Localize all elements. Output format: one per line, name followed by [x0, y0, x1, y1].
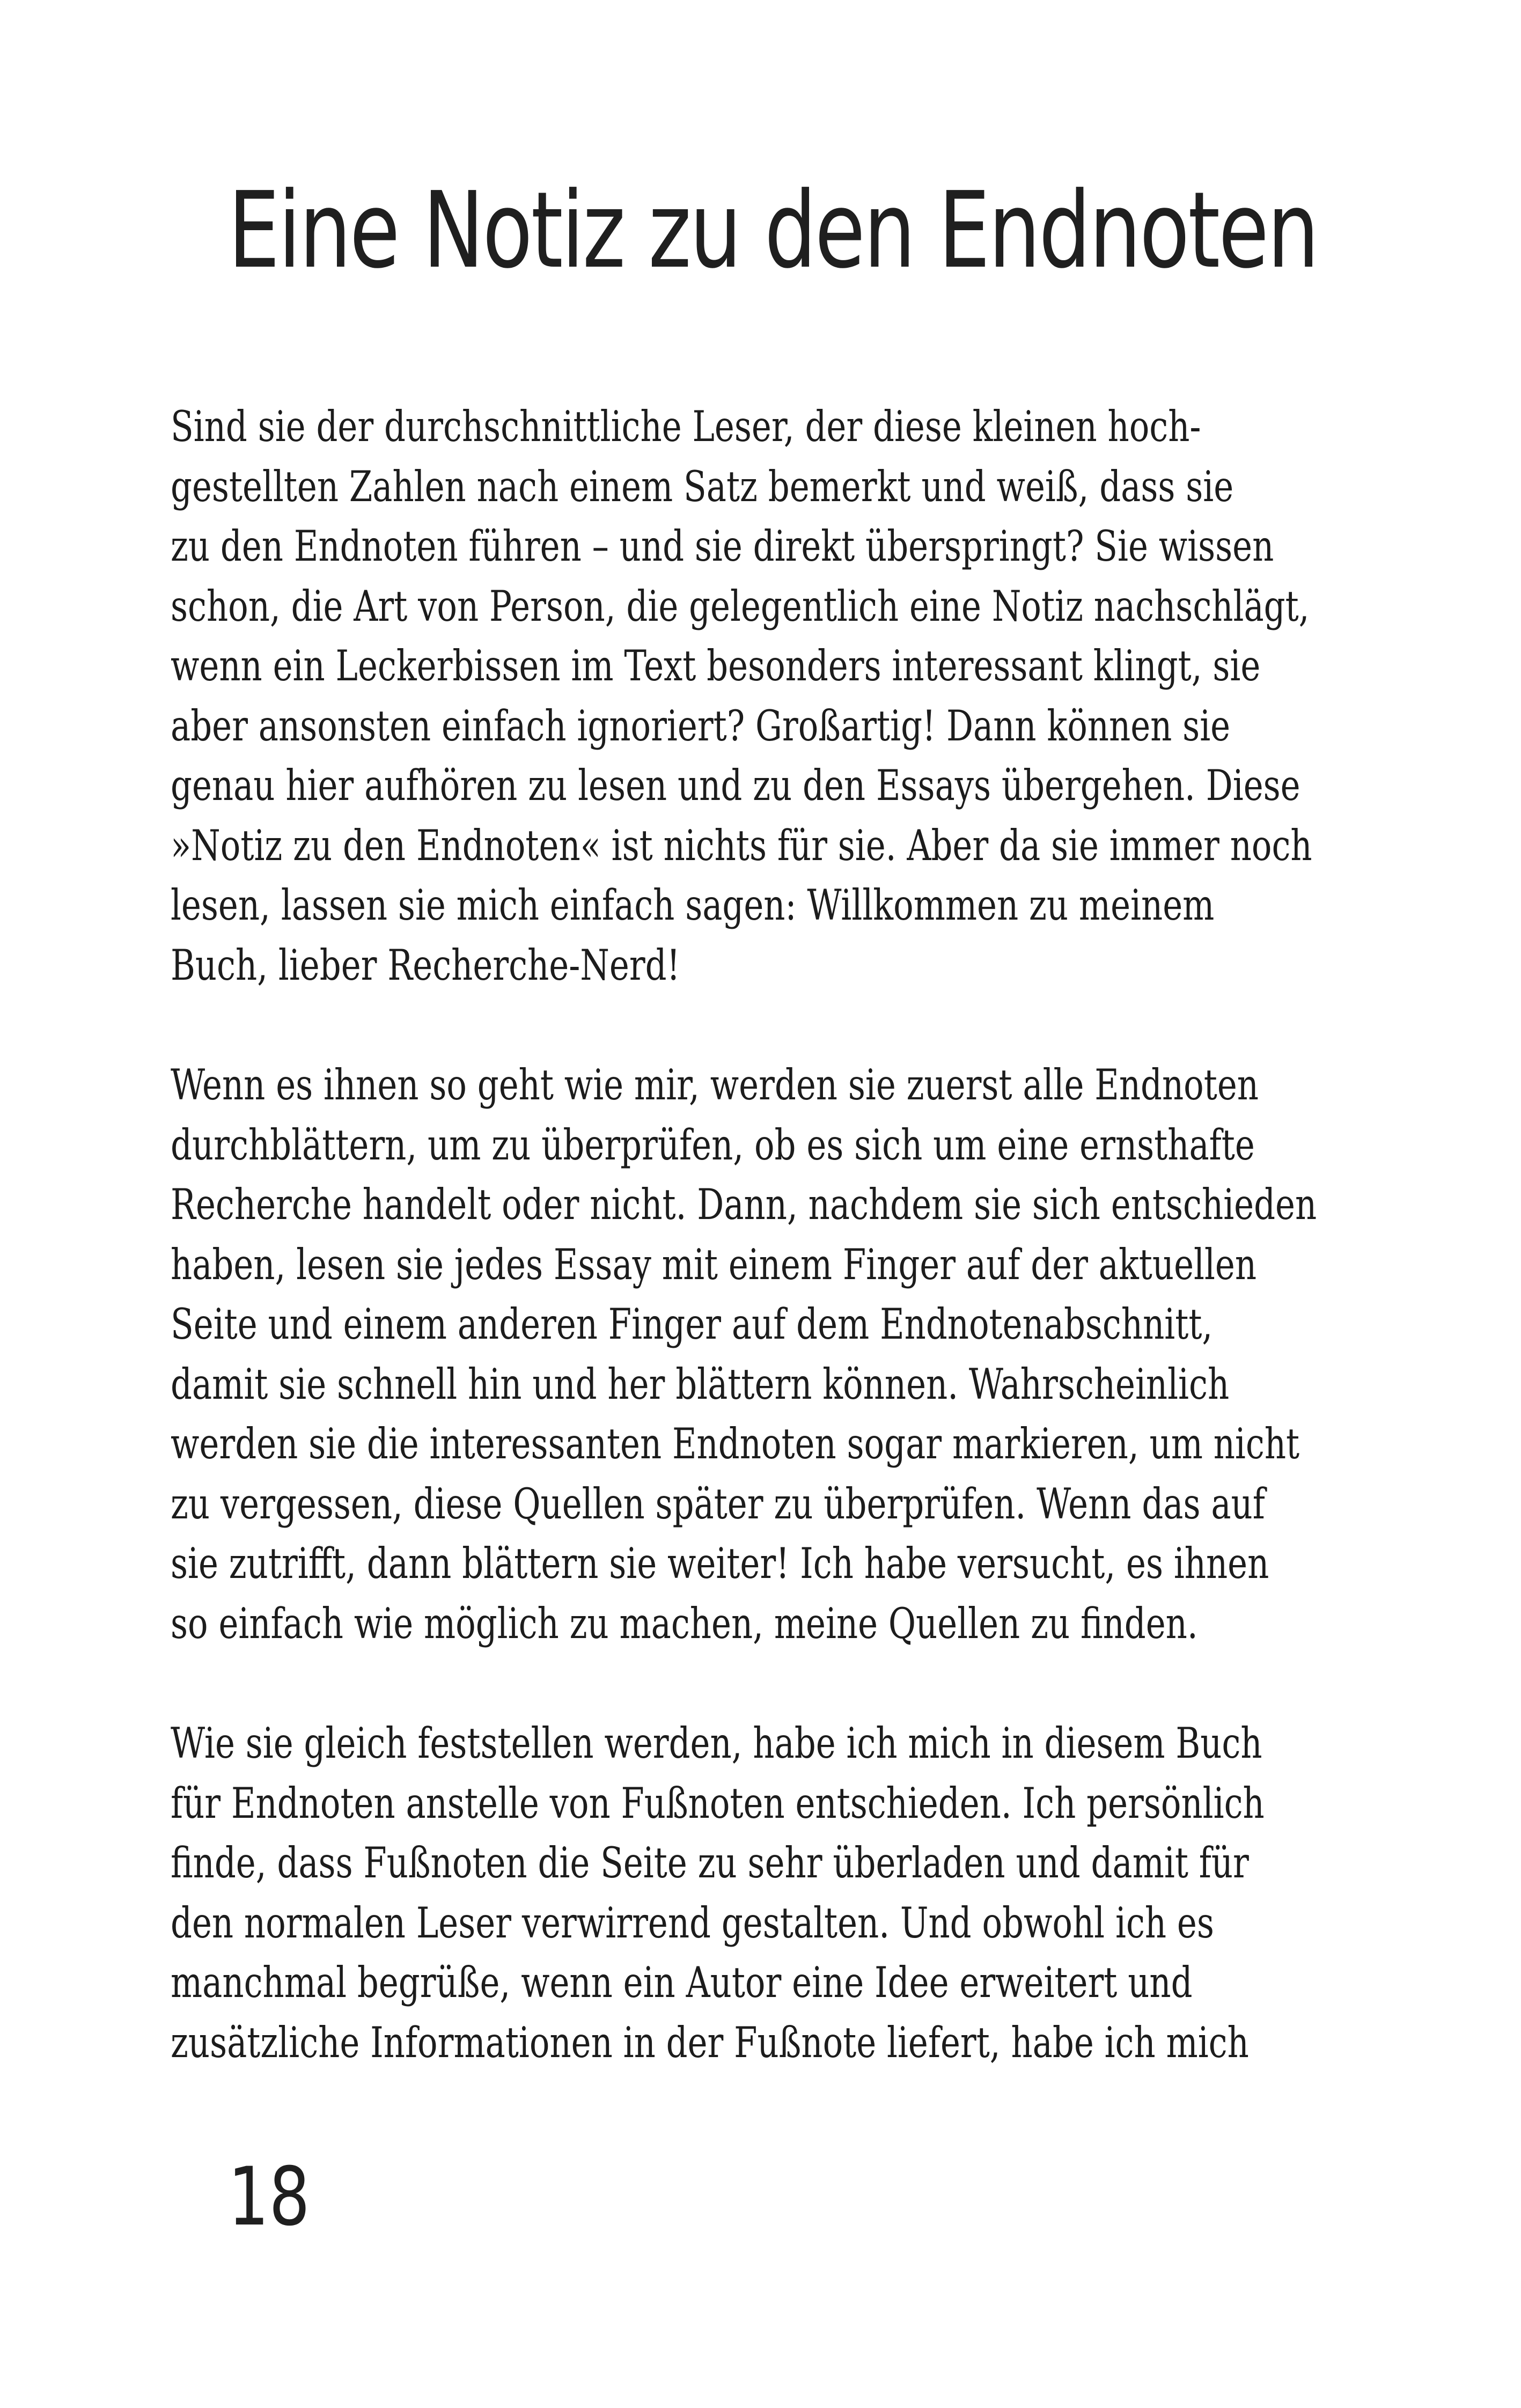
- text-line: zu vergessen, diese Quellen später zu überprüfen. Wenn das auf: [171, 1479, 1265, 1529]
- text-line: lesen, lassen sie mich einfach sagen: Willkommen zu meinem: [171, 880, 1215, 930]
- text-line: zusätzliche Informationen in der Fußnote liefert, habe ich mich: [171, 2017, 1249, 2067]
- text-line: Sind sie der durchschnittliche Leser, der diese kleinen hoch-: [171, 402, 1201, 451]
- text-line: für Endnoten anstelle von Fußnoten entschieden. Ich persönlich: [171, 1778, 1265, 1828]
- page-number: 18: [228, 2150, 310, 2244]
- text-line: »Notiz zu den Endnoten« ist nichts für sie. Aber da sie immer noch: [171, 820, 1312, 870]
- text-line: werden sie die interessanten Endnoten sogar markieren, um nicht: [171, 1419, 1300, 1469]
- text-line: sie zutrifft, dann blättern sie weiter! Ich habe versucht, es ihnen: [171, 1539, 1269, 1588]
- text-line: finde, dass Fußnoten die Seite zu sehr überladen und damit für: [171, 1838, 1249, 1888]
- text-line: Buch, lieber Recherche-Nerd!: [171, 940, 680, 990]
- text-line: damit sie schnell hin und her blättern können. Wahrscheinlich: [171, 1359, 1230, 1409]
- text-line: zu den Endnoten führen – und sie direkt überspringt? Sie wissen: [171, 522, 1274, 571]
- text-line: schon, die Art von Person, die gelegentlich eine Notiz nachschlägt,: [171, 581, 1310, 631]
- paragraph-3: [171, 1714, 1324, 2073]
- text-line: den normalen Leser verwirrend gestalten. Und obwohl ich es: [171, 1898, 1214, 1948]
- text-line: Wie sie gleich feststellen werden, habe ich mich in diesem Buch: [171, 1719, 1262, 1768]
- text-line: wenn ein Leckerbissen im Text besonders interessant klingt, sie: [171, 641, 1261, 691]
- body-text: [171, 397, 1324, 2133]
- paragraph-2: [171, 1055, 1324, 1654]
- text-line: so einfach wie möglich zu machen, meine Quellen zu finden.: [171, 1598, 1198, 1648]
- text-line: aber ansonsten einfach ignoriert? Großartig! Dann können sie: [171, 701, 1231, 751]
- text-line: manchmal begrüße, wenn ein Autor eine Idee erweitert und: [171, 1958, 1193, 2007]
- text-line: Seite und einem anderen Finger auf dem Endnotenabschnitt,: [171, 1300, 1213, 1349]
- text-line: genau hier aufhören zu lesen und zu den Essays übergehen. Diese: [171, 761, 1300, 810]
- paragraph-1: [171, 397, 1324, 995]
- text-line: Wenn es ihnen so geht wie mir, werden sie zuerst alle Endnoten: [171, 1060, 1259, 1110]
- text-line: haben, lesen sie jedes Essay mit einem Finger auf der aktuellen: [171, 1239, 1257, 1289]
- text-line: gestellten Zahlen nach einem Satz bemerkt und weiß, dass sie: [171, 461, 1234, 511]
- text-line: durchblättern, um zu überprüfen, ob es sich um eine ernsthafte: [171, 1120, 1255, 1170]
- text-line: Recherche handelt oder nicht. Dann, nachdem sie sich entschieden: [171, 1180, 1317, 1229]
- chapter-title: Eine Notiz zu den Endnoten: [228, 170, 1318, 292]
